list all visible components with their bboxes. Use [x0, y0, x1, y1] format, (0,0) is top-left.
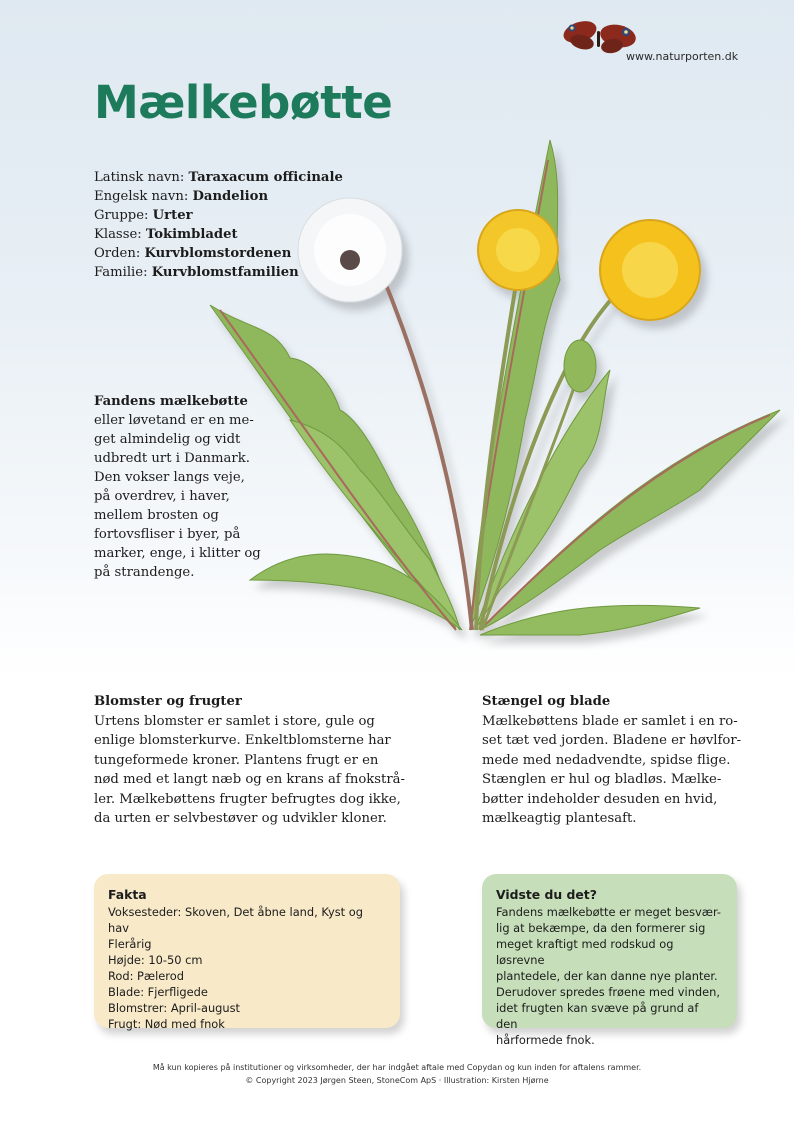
fakta-line: Voksesteder: Skoven, Det åbne land, Kyst og hav	[108, 905, 363, 935]
fakta-line: Rod: Pælerod	[108, 969, 184, 983]
fakta-line: Frugt: Nød med fnok	[108, 1017, 225, 1031]
fakta-box	[94, 874, 400, 1031]
section-stem	[482, 692, 744, 829]
intro-line: mellem brosten og	[94, 508, 219, 523]
section-line: enlige blomsterkurve. Enkeltblomsterne har	[94, 733, 391, 748]
section-line: bøtter indeholder desuden en hvid,	[482, 791, 718, 807]
meta-order: Orden: Kurvblomstordenen	[94, 246, 292, 261]
intro-line: get almindelig og vidt	[94, 432, 241, 447]
intro-line: eller løvetand er en me-	[94, 413, 254, 428]
fakta-line: Blomstrer: April-august	[108, 1001, 241, 1015]
fakta-line: Højde: 10-50 cm	[108, 953, 203, 967]
vidste-box	[482, 874, 737, 1047]
site-url[interactable]: www.naturporten.dk	[626, 50, 739, 63]
section-line: set tæt ved jorden. Bladene er høvlfor-	[482, 733, 742, 748]
intro-heading: Fandens mælkebøtte	[94, 394, 248, 409]
vidste-line: idet frugten kan svæve på grund af den	[496, 1001, 699, 1031]
section-line: ler. Mælkebøttens frugter befrugtes dog ikke,	[94, 791, 401, 807]
section-line: mælkeagtig plantesaft.	[482, 811, 637, 826]
meta-family: Familie: Kurvblomstfamilien	[94, 265, 299, 280]
intro-line: på strandenge.	[94, 565, 195, 580]
vidste-line: meget kraftigt med rodskud og løsrevne	[496, 937, 674, 967]
intro-text	[94, 392, 274, 582]
section-line: nød med et langt næb og en krans af fnokstrå-	[94, 772, 405, 787]
footer-copyright: © Copyright 2023 Jørgen Steen, StoneCom ApS · Illustration: Kirsten Hjørne	[245, 1076, 549, 1085]
intro-line: udbredt urt i Danmark.	[94, 451, 250, 466]
section-line: Mælkebøttens blade er samlet i en ro-	[482, 713, 738, 729]
section-line: da urten er selvbestøver og udvikler kloner.	[94, 811, 387, 826]
meta-class: Klasse: Tokimbladet	[94, 227, 238, 242]
section-line: tungeformede kroner. Plantens frugt er en	[94, 752, 379, 768]
fakta-line: Flerårig	[108, 937, 152, 951]
meta-group: Gruppe: Urter	[94, 208, 193, 223]
vidste-line: Derudover spredes frøene med vinden,	[496, 985, 721, 999]
meta-english: Engelsk navn: Dandelion	[94, 189, 269, 204]
section-stem-heading: Stængel og blade	[482, 694, 611, 709]
vidste-heading: Vidste du det?	[496, 887, 597, 902]
footer	[0, 1061, 794, 1087]
section-line: Urtens blomster er samlet i store, gule og	[94, 713, 375, 729]
page-title: Mælkebøtte	[94, 76, 393, 129]
vidste-line: hårformede fnok.	[496, 1033, 595, 1047]
vidste-line: Fandens mælkebøtte er meget besvær-	[496, 905, 722, 919]
section-line: mede med nedadvendte, spidse flige.	[482, 752, 731, 768]
vidste-line: lig at bekæmpe, da den formerer sig	[496, 921, 706, 935]
footer-license: Må kun kopieres på institutioner og virksomheder, der har indgået aftale med Copydan og kun inden for aftalens rammer.	[152, 1063, 642, 1072]
section-line: Stænglen er hul og bladløs. Mælke-	[482, 772, 722, 787]
intro-line: Den vokser langs veje,	[94, 470, 245, 485]
section-flowers	[94, 692, 414, 829]
intro-line: marker, enge, i klitter og	[94, 546, 261, 561]
meta-latin: Latinsk navn: Taraxacum officinale	[94, 170, 343, 185]
vidste-line: plantedele, der kan danne nye planter.	[496, 969, 718, 983]
section-flowers-heading: Blomster og frugter	[94, 694, 242, 709]
intro-line: fortovsfliser i byer, på	[94, 527, 241, 542]
intro-line: på overdrev, i haver,	[94, 489, 230, 504]
fakta-heading: Fakta	[108, 887, 147, 902]
fakta-line: Blade: Fjerfligede	[108, 985, 208, 999]
